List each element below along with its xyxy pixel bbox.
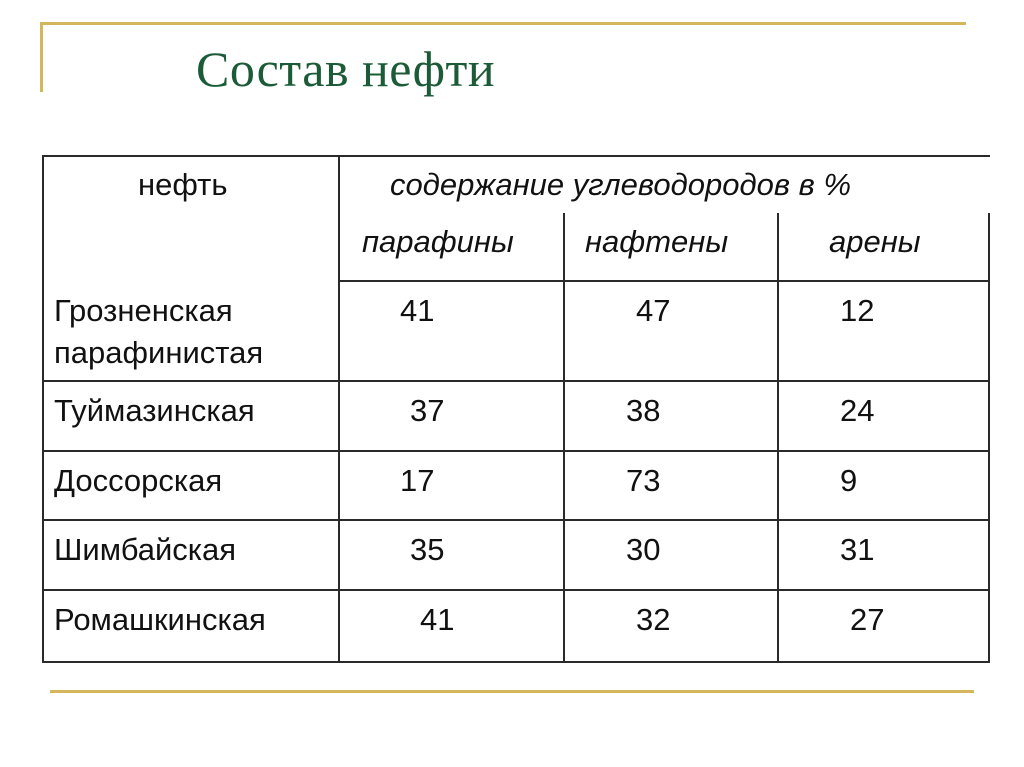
cell-arenes: 31 — [840, 532, 875, 567]
row-name: Туймазинская — [54, 393, 255, 428]
header-hydrocarbon-content: содержание углеводородов в % — [390, 167, 852, 202]
oil-composition-table — [42, 155, 990, 663]
subheader-arenes: арены — [829, 224, 921, 259]
row-divider-4 — [42, 589, 990, 591]
cell-paraffins: 41 — [400, 293, 435, 328]
table-border-bottom — [42, 661, 990, 663]
cell-paraffins: 35 — [410, 532, 445, 567]
row-name: Грозненская — [54, 293, 233, 328]
row-name: Шимбайская — [54, 532, 237, 567]
cell-arenes: 12 — [840, 293, 875, 328]
cell-arenes: 9 — [840, 463, 858, 498]
cell-naphthenes: 30 — [626, 532, 661, 567]
cell-naphthenes: 47 — [636, 293, 671, 328]
row-name-line2: парафинистая — [54, 335, 264, 370]
row-divider-2 — [42, 450, 990, 452]
table-border-left — [42, 155, 44, 663]
subheader-paraffins: парафины — [362, 224, 514, 259]
header-oil: нефть — [138, 167, 228, 202]
row-divider-1 — [42, 380, 990, 382]
bottom-rule — [50, 690, 974, 693]
row-name: Доссорская — [54, 463, 223, 498]
cell-naphthenes: 38 — [626, 393, 661, 428]
cell-naphthenes: 73 — [626, 463, 661, 498]
cell-arenes: 27 — [850, 602, 885, 637]
row-divider-3 — [42, 519, 990, 521]
slide-title: Состав нефти — [196, 41, 496, 97]
top-rule — [40, 22, 966, 25]
row-name: Ромашкинская — [54, 602, 266, 637]
cell-arenes: 24 — [840, 393, 875, 428]
cell-paraffins: 41 — [420, 602, 455, 637]
table-border-top — [42, 155, 990, 157]
cell-paraffins: 17 — [400, 463, 435, 498]
col-divider-1 — [338, 155, 340, 663]
subheader-naphthenes: нафтены — [585, 224, 729, 259]
left-rule — [40, 22, 43, 92]
cell-paraffins: 37 — [410, 393, 445, 428]
cell-naphthenes: 32 — [636, 602, 671, 637]
row-divider-header — [338, 280, 990, 282]
